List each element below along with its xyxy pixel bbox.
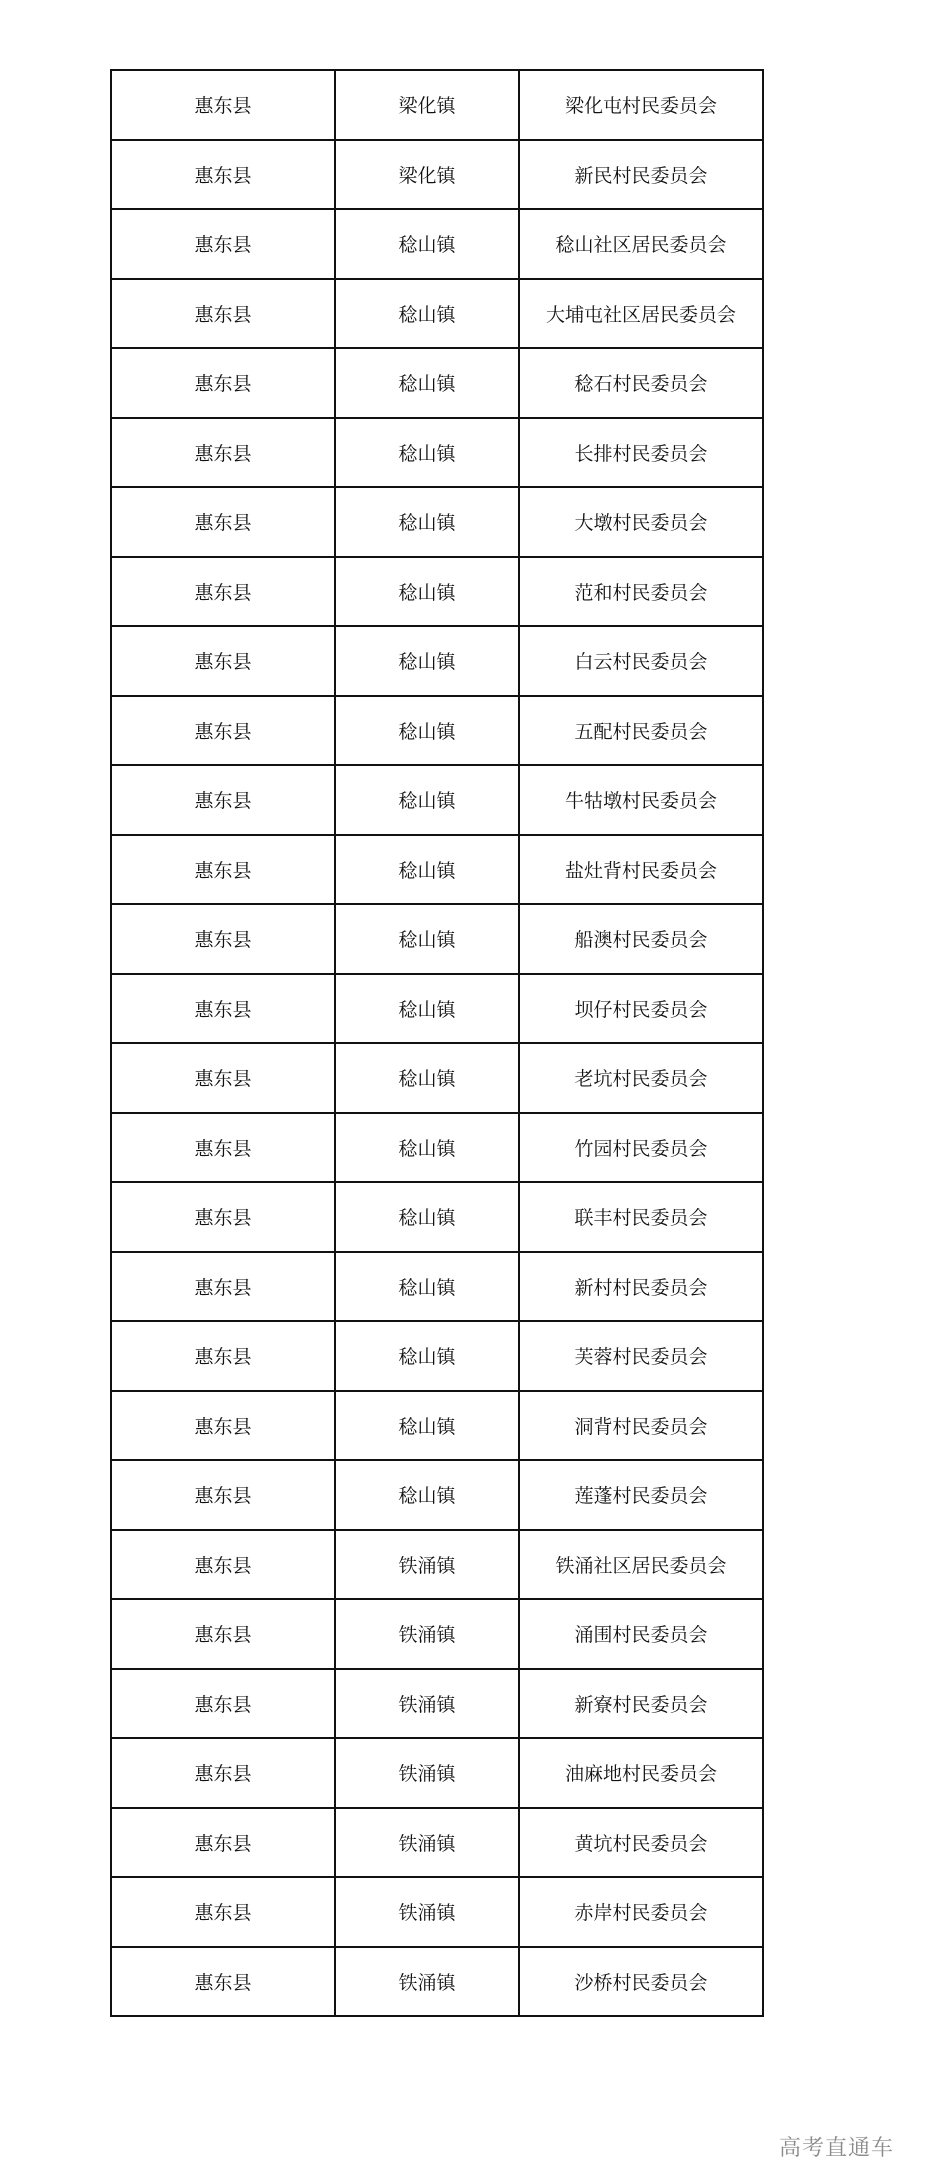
committee-cell: 涌围村民委员会 [519,1599,763,1669]
table-row [111,1321,763,1391]
town-cell: 梁化镇 [335,70,519,140]
town-cell: 稔山镇 [335,557,519,627]
county-cell: 惠东县 [111,140,335,210]
table-row [111,140,763,210]
county-cell: 惠东县 [111,626,335,696]
town-cell: 稔山镇 [335,418,519,488]
county-cell: 惠东县 [111,765,335,835]
town-cell: 稔山镇 [335,835,519,905]
committee-cell: 新寮村民委员会 [519,1669,763,1739]
table-row [111,1043,763,1113]
county-cell: 惠东县 [111,1669,335,1739]
county-cell: 惠东县 [111,1321,335,1391]
county-cell: 惠东县 [111,70,335,140]
town-cell: 铁涌镇 [335,1877,519,1947]
committee-cell: 老坑村民委员会 [519,1043,763,1113]
county-cell: 惠东县 [111,1113,335,1183]
table-row [111,1738,763,1808]
table-row [111,418,763,488]
committee-cell: 范和村民委员会 [519,557,763,627]
county-cell: 惠东县 [111,1043,335,1113]
county-cell: 惠东县 [111,1530,335,1600]
county-cell: 惠东县 [111,696,335,766]
committee-cell: 坝仔村民委员会 [519,974,763,1044]
committee-table [110,69,764,2017]
town-cell: 稔山镇 [335,1252,519,1322]
table-row [111,348,763,418]
town-cell: 铁涌镇 [335,1599,519,1669]
table-row [111,1182,763,1252]
committee-cell: 新村村民委员会 [519,1252,763,1322]
county-cell: 惠东县 [111,904,335,974]
county-cell: 惠东县 [111,974,335,1044]
table-body [111,70,763,2016]
town-cell: 稔山镇 [335,1321,519,1391]
table-row [111,209,763,279]
town-cell: 稔山镇 [335,696,519,766]
table-row [111,1947,763,2017]
town-cell: 铁涌镇 [335,1530,519,1600]
committee-cell: 牛牯墩村民委员会 [519,765,763,835]
table-row [111,1877,763,1947]
county-cell: 惠东县 [111,835,335,905]
county-cell: 惠东县 [111,279,335,349]
county-cell: 惠东县 [111,1738,335,1808]
town-cell: 稔山镇 [335,974,519,1044]
committee-cell: 赤岸村民委员会 [519,1877,763,1947]
committee-cell: 油麻地村民委员会 [519,1738,763,1808]
table-row [111,1391,763,1461]
committee-cell: 白云村民委员会 [519,626,763,696]
town-cell: 铁涌镇 [335,1808,519,1878]
table-row [111,904,763,974]
town-cell: 稔山镇 [335,279,519,349]
town-cell: 稔山镇 [335,1391,519,1461]
table-row [111,279,763,349]
county-cell: 惠东县 [111,487,335,557]
county-cell: 惠东县 [111,209,335,279]
committee-cell: 长排村民委员会 [519,418,763,488]
watermark-text: 高考直通车 [778,2136,894,2161]
table-row [111,557,763,627]
table-row [111,1460,763,1530]
town-cell: 稔山镇 [335,1182,519,1252]
table-row [111,1599,763,1669]
town-cell: 铁涌镇 [335,1947,519,2017]
town-cell: 稔山镇 [335,209,519,279]
county-cell: 惠东县 [111,418,335,488]
county-cell: 惠东县 [111,1182,335,1252]
committee-cell: 黄坑村民委员会 [519,1808,763,1878]
table-row [111,1669,763,1739]
town-cell: 稔山镇 [335,1460,519,1530]
committee-cell: 竹园村民委员会 [519,1113,763,1183]
table-row [111,765,763,835]
committee-cell: 大埔屯社区居民委员会 [519,279,763,349]
county-cell: 惠东县 [111,348,335,418]
county-cell: 惠东县 [111,1391,335,1461]
committee-cell: 莲蓬村民委员会 [519,1460,763,1530]
committee-cell: 铁涌社区居民委员会 [519,1530,763,1600]
table-row [111,487,763,557]
town-cell: 稔山镇 [335,904,519,974]
committee-cell: 新民村民委员会 [519,140,763,210]
document-table-container [110,69,764,2017]
table-row [111,626,763,696]
county-cell: 惠东县 [111,557,335,627]
county-cell: 惠东县 [111,1252,335,1322]
table-row [111,974,763,1044]
county-cell: 惠东县 [111,1460,335,1530]
table-row [111,1113,763,1183]
county-cell: 惠东县 [111,1877,335,1947]
town-cell: 稔山镇 [335,348,519,418]
committee-cell: 芙蓉村民委员会 [519,1321,763,1391]
committee-cell: 五配村民委员会 [519,696,763,766]
county-cell: 惠东县 [111,1947,335,2017]
table-row [111,1530,763,1600]
table-row [111,1252,763,1322]
committee-cell: 梁化屯村民委员会 [519,70,763,140]
committee-cell: 稔山社区居民委员会 [519,209,763,279]
town-cell: 稔山镇 [335,765,519,835]
committee-cell: 联丰村民委员会 [519,1182,763,1252]
committee-cell: 船澳村民委员会 [519,904,763,974]
committee-cell: 沙桥村民委员会 [519,1947,763,2017]
committee-cell: 盐灶背村民委员会 [519,835,763,905]
committee-cell: 大墩村民委员会 [519,487,763,557]
town-cell: 铁涌镇 [335,1738,519,1808]
town-cell: 稔山镇 [335,1043,519,1113]
committee-cell: 稔石村民委员会 [519,348,763,418]
county-cell: 惠东县 [111,1808,335,1878]
committee-cell: 洞背村民委员会 [519,1391,763,1461]
county-cell: 惠东县 [111,1599,335,1669]
town-cell: 梁化镇 [335,140,519,210]
table-row [111,1808,763,1878]
town-cell: 稔山镇 [335,626,519,696]
town-cell: 稔山镇 [335,1113,519,1183]
table-row [111,70,763,140]
town-cell: 铁涌镇 [335,1669,519,1739]
table-row [111,835,763,905]
table-row [111,696,763,766]
town-cell: 稔山镇 [335,487,519,557]
